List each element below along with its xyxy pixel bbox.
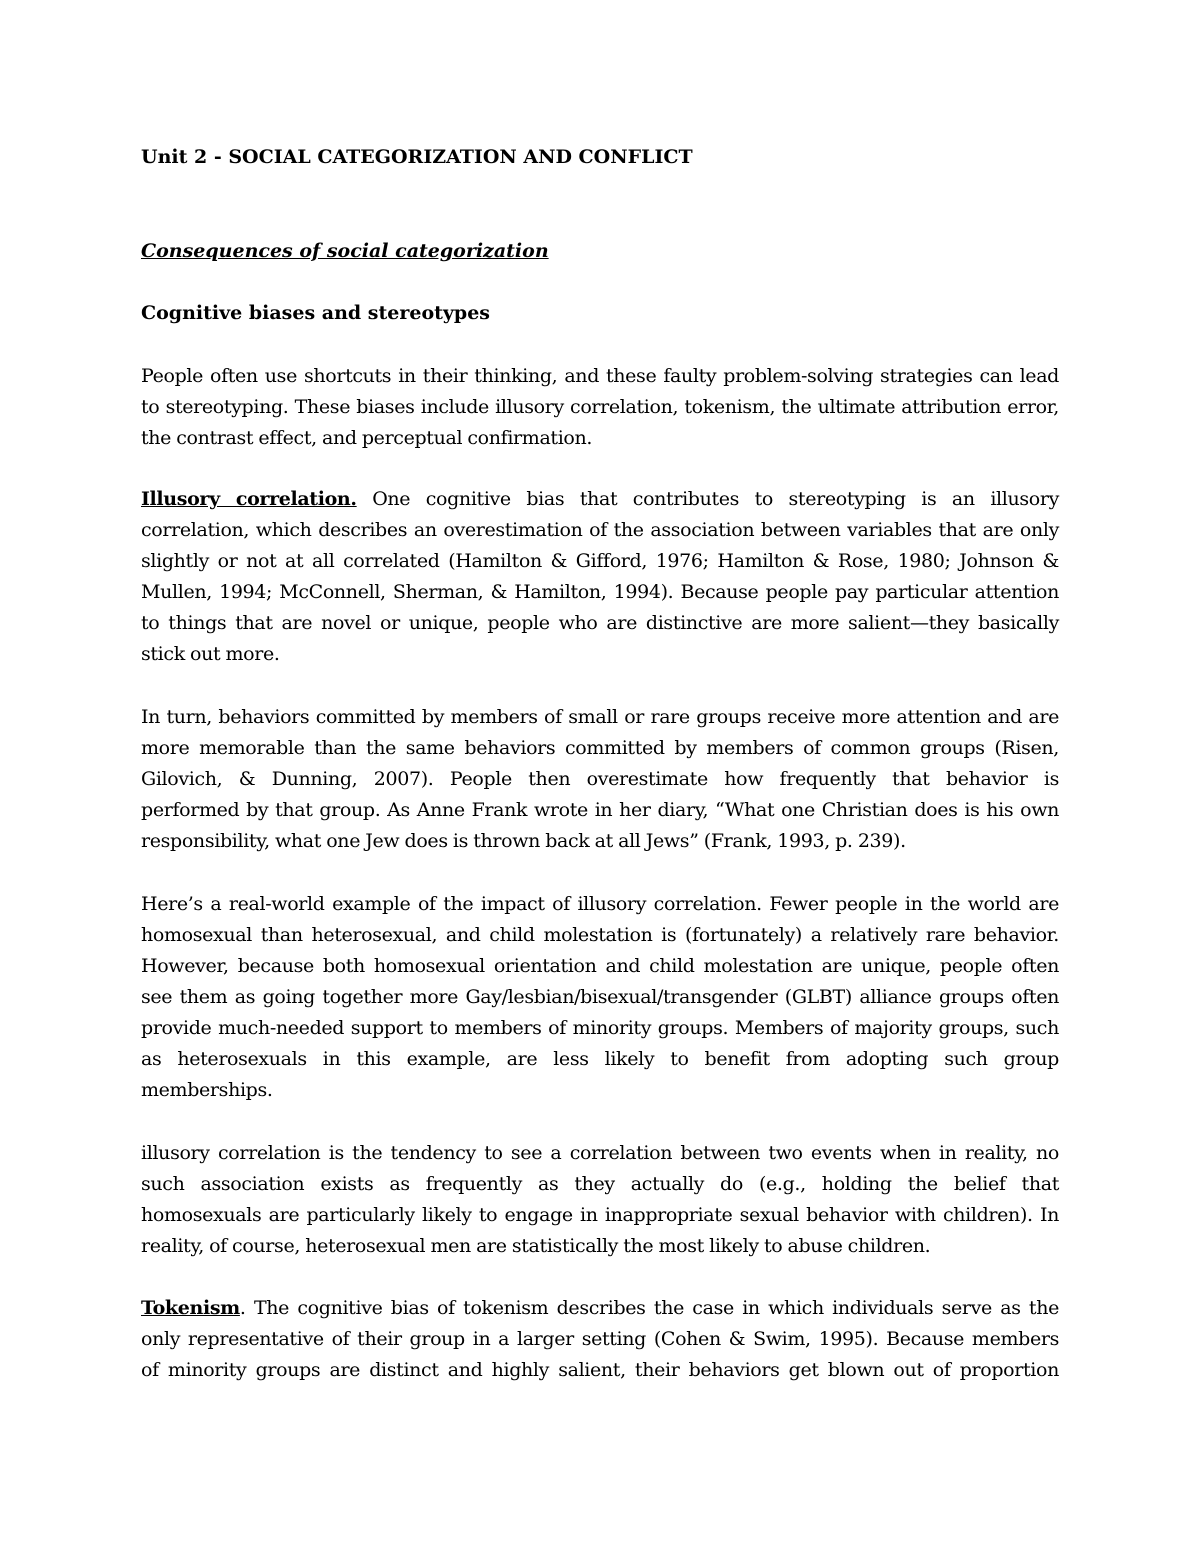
paragraph-line: slightly or not at all correlated (Hamilton & Gifford, 1976; Hamilton & Rose, 1980; Johnson & xyxy=(141,550,1059,572)
paragraph-line: the contrast effect, and perceptual confirmation. xyxy=(141,427,593,449)
paragraph-line: homosexual than heterosexual, and child molestation is (fortunately) a relatively rare behavior. xyxy=(141,924,1059,946)
paragraph-line: see them as going together more Gay/lesbian/bisexual/transgender (GLBT) alliance groups often xyxy=(141,986,1059,1008)
paragraph-line: only representative of their group in a larger setting (Cohen & Swim, 1995). Because members xyxy=(141,1328,1059,1350)
paragraph-real-world-example xyxy=(141,889,1059,1106)
paragraph-in-turn xyxy=(141,702,1059,857)
paragraph-line: of minority groups are distinct and highly salient, their behaviors get blown out of proportion xyxy=(141,1359,1059,1381)
term-tokenism: Tokenism xyxy=(141,1297,240,1319)
paragraph-line: to things that are novel or unique, people who are distinctive are more salient—they basically xyxy=(141,612,1059,634)
paragraph-line: Mullen, 1994; McConnell, Sherman, & Hamilton, 1994). Because people pay particular attention xyxy=(141,581,1059,603)
paragraph-line: homosexuals are particularly likely to engage in inappropriate sexual behavior with children). In xyxy=(141,1204,1059,1226)
paragraph-line: reality, of course, heterosexual men are statistically the most likely to abuse children. xyxy=(141,1235,931,1257)
paragraph-line: People often use shortcuts in their thinking, and these faulty problem-solving strategies can lead xyxy=(141,365,1059,387)
paragraph-line-text: . The cognitive bias of tokenism describes the case in which individuals serve as the xyxy=(239,1297,1059,1319)
paragraph-line-text: One cognitive bias that contributes to stereotyping is an illusory xyxy=(356,488,1059,510)
paragraph-illusory-correlation xyxy=(141,484,1059,670)
paragraph-line: as heterosexuals in this example, are less likely to benefit from adopting such group xyxy=(141,1048,1059,1070)
paragraph-line: more memorable than the same behaviors committed by members of common groups (Risen, xyxy=(141,737,1059,759)
paragraph-line: Gilovich, & Dunning, 2007). People then overestimate how frequently that behavior is xyxy=(141,768,1059,790)
paragraph-intro xyxy=(141,361,1059,454)
paragraph-line-with-term xyxy=(141,1293,1059,1324)
paragraph-line: correlation, which describes an overestimation of the association between variables that are only xyxy=(141,519,1059,541)
term-illusory-correlation: Illusory correlation. xyxy=(141,488,357,510)
paragraph-tokenism xyxy=(141,1293,1059,1386)
paragraph-line: In turn, behaviors committed by members of small or rare groups receive more attention and are xyxy=(141,706,1059,728)
paragraph-line-with-term xyxy=(141,484,1059,515)
paragraph-line: memberships. xyxy=(141,1079,273,1101)
subsection-title: Cognitive biases and stereotypes xyxy=(141,302,491,324)
paragraph-line: However, because both homosexual orientation and child molestation are unique, people often xyxy=(141,955,1059,977)
paragraph-line: such association exists as frequently as they actually do (e.g., holding the belief that xyxy=(141,1173,1059,1195)
paragraph-line: performed by that group. As Anne Frank wrote in her diary, “What one Christian does is his own xyxy=(141,799,1059,821)
document-page xyxy=(141,0,1059,1553)
paragraph-line: provide much-needed support to members of minority groups. Members of majority groups, such xyxy=(141,1017,1059,1039)
paragraph-line: responsibility, what one Jew does is thrown back at all Jews” (Frank, 1993, p. 239). xyxy=(141,830,906,852)
paragraph-line: Here’s a real-world example of the impact of illusory correlation. Fewer people in the world are xyxy=(141,893,1059,915)
section-title: Consequences of social categorization xyxy=(141,240,549,262)
paragraph-line: to stereotyping. These biases include illusory correlation, tokenism, the ultimate attribution error, xyxy=(141,396,1059,418)
unit-title: Unit 2 - SOCIAL CATEGORIZATION AND CONFLICT xyxy=(141,146,693,168)
paragraph-line: stick out more. xyxy=(141,643,280,665)
paragraph-line: illusory correlation is the tendency to see a correlation between two events when in reality, no xyxy=(141,1142,1059,1164)
paragraph-illusory-definition xyxy=(141,1138,1059,1262)
